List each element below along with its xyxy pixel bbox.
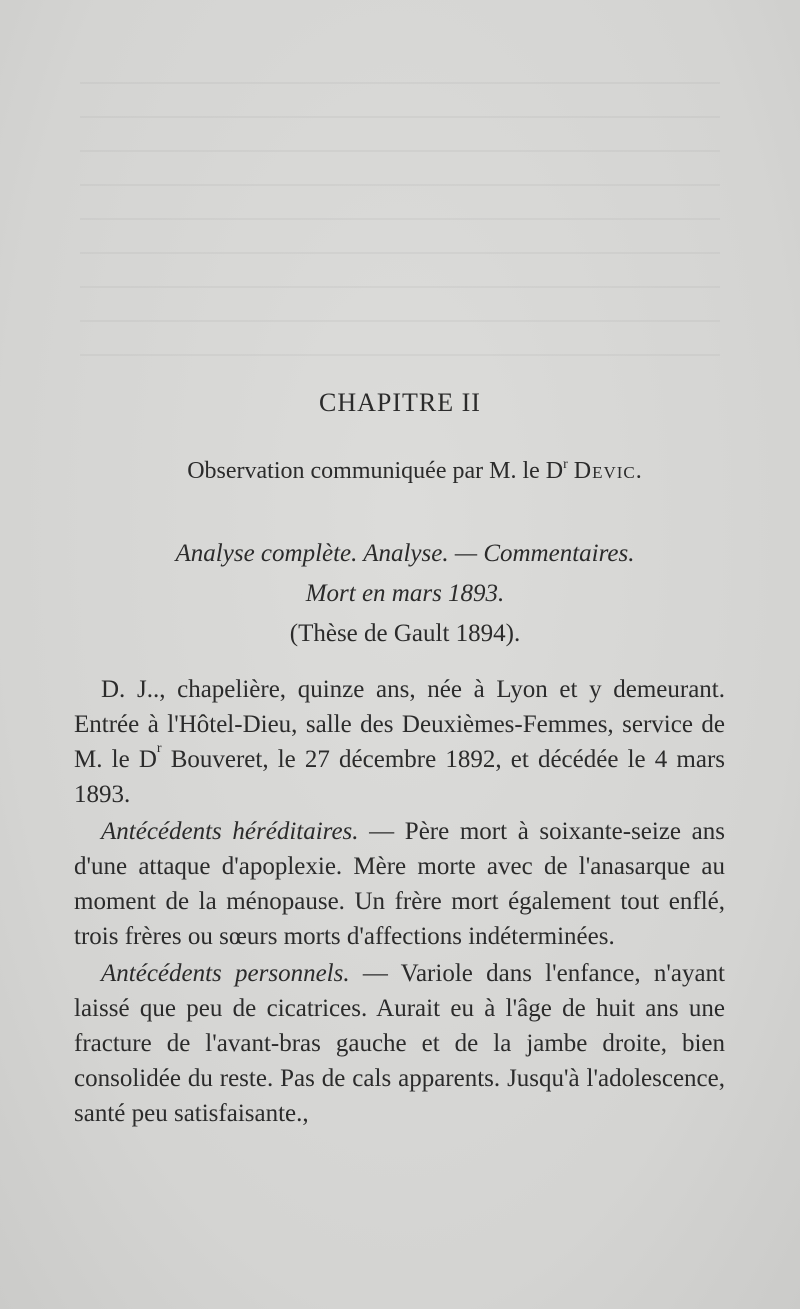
doctor-abbrev-superscript: r	[156, 741, 162, 756]
body-text	[74, 672, 725, 1131]
paragraph-text: Bouveret, le 27 décembre 1892, et décédée le 4 mars 1893.	[74, 746, 726, 808]
chapter-title: CHAPITRE II	[319, 388, 481, 417]
paragraph-text: — Variole dans l'enfance, n'ayant laissé que peu de cicatrices. Aurait eu à l'âge de huit ans une fracture de l'avant-bras gauche et de la jambe droite, bien consolidée du reste. Pas de cals apparents. Jusqu'à l'adolescence, santé peu satisfaisante.,	[74, 960, 725, 1127]
paragraph-lead: Antécédents personnels.	[101, 960, 350, 987]
paragraph-hereditary-history	[74, 814, 725, 954]
subtitle-death-date: Mort en mars 1893.	[305, 580, 505, 607]
paragraph-patient-intro	[74, 672, 725, 812]
doctor-name: Devic.	[573, 458, 643, 484]
paragraph-text: — Père mort à soixante-seize ans d'une attaque d'apoplexie. Mère morte avec de l'anasarque au moment de la ménopause. Un frère mort également tout enflé, trois frères ou sœurs morts d'affections indéterminées.	[74, 818, 725, 950]
observation-heading	[0, 458, 800, 485]
paragraph-personal-history	[74, 956, 725, 1131]
paragraph-text: D. J.., chapelière, quinze ans, née à Lyon et y demeurant. Entrée à l'Hôtel-Dieu, salle des Deuxièmes-Femmes, service de M. le D	[74, 676, 725, 773]
doctor-abbrev-superscript: r	[563, 457, 568, 472]
observation-heading-text: Observation communiquée par M. le D	[187, 458, 564, 484]
subtitle-thesis-reference: (Thèse de Gault 1894).	[289, 620, 521, 647]
paragraph-lead: Antécédents héréditaires.	[101, 818, 359, 845]
bleed-through-texture	[80, 60, 720, 360]
subtitle-analysis: Analyse complète. Analyse. — Commentaires.	[175, 540, 635, 567]
